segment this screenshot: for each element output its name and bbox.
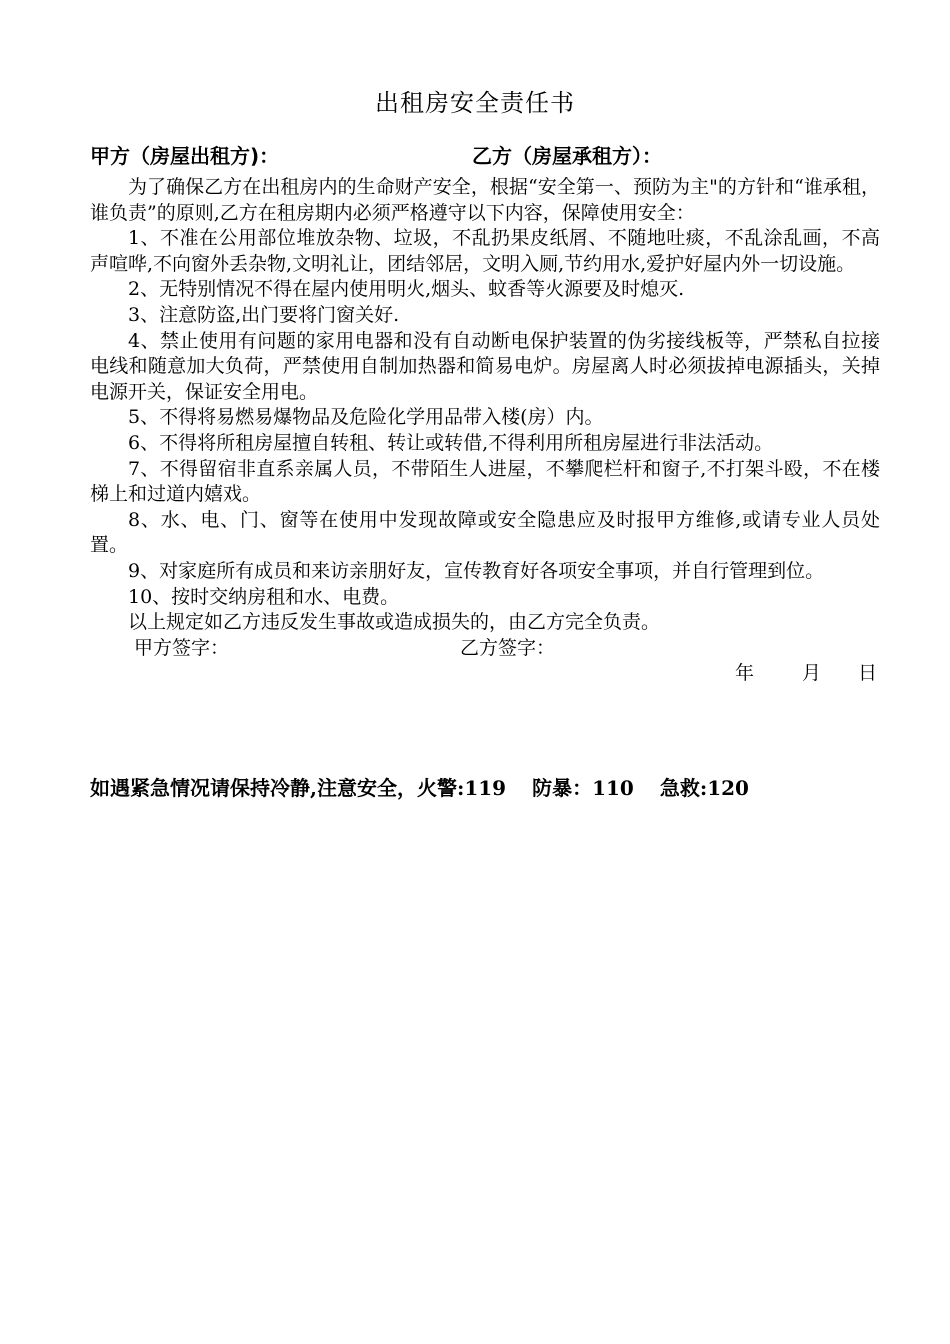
clause-4: 4、禁止使用有问题的家用电器和没有自动断电保护装置的伪劣接线板等，严禁私自拉接电线和随意加大负荷，严禁使用自制加热器和简易电炉。房屋离人时必须拔掉电源插头，关掉电源开关，保证安全用电。 xyxy=(90,329,880,403)
party-b-signature-label: 乙方签字： xyxy=(460,636,556,659)
agreement-body xyxy=(90,175,880,687)
emergency-ambulance: 急救:120 xyxy=(659,776,749,800)
signature-row xyxy=(90,636,880,662)
clause-8: 8、水、电、门、窗等在使用中发现故障或安全隐患应及时报甲方维修,或请专业人员处置。 xyxy=(90,508,880,557)
emergency-fire: 如遇紧急情况请保持冷静,注意安全，火警:119 xyxy=(90,776,507,800)
liability-paragraph: 以上规定如乙方违反发生事故或造成损失的，由乙方完全负责。 xyxy=(128,611,661,634)
clause-3: 3、注意防盗,出门要将门窗关好. xyxy=(128,303,400,326)
document-title: 出租房安全责任书 xyxy=(375,89,575,117)
clause-1: 1、不准在公用部位堆放杂物、垃圾，不乱扔果皮纸屑、不随地吐痰，不乱涂乱画，不高声喧哗,不向窗外丢杂物,文明礼让，团结邻居，文明入厕,节约用水,爱护好屋内外一切设施。 xyxy=(90,227,880,275)
clause-10: 10、按时交纳房租和水、电费。 xyxy=(128,585,400,608)
party-a-label: 甲方（房屋出租方)： xyxy=(90,144,280,168)
intro-paragraph: 为了确保乙方在出租房内的生命财产安全，根据“安全第一、预防为主"的方针和“谁承租，谁负责”的原则,乙方在租房期内必须严格遵守以下内容，保障使用安全： xyxy=(90,176,880,224)
party-a-signature-label: 甲方签字： xyxy=(134,636,230,659)
clause-6: 6、不得将所租房屋擅自转租、转让或转借,不得利用所租房屋进行非法活动。 xyxy=(128,431,774,454)
clause-2: 2、无特别情况不得在屋内使用明火,烟头、蚊香等火源要及时熄灭. xyxy=(128,278,685,301)
parties-line xyxy=(90,140,890,172)
date-row xyxy=(90,661,880,687)
date-month-label: 月 xyxy=(802,662,822,685)
emergency-notice xyxy=(90,774,900,802)
party-b-label: 乙方（房屋承租方）： xyxy=(472,144,662,168)
clause-5: 5、不得将易燃易爆物品及危险化学用品带入楼(房）内。 xyxy=(128,406,604,429)
clause-7: 7、不得留宿非直系亲属人员，不带陌生人进屋，不攀爬栏杆和窗子,不打架斗殴，不在楼梯上和过道内嬉戏。 xyxy=(90,457,880,506)
clause-9: 9、对家庭所有成员和来访亲朋好友，宣传教育好各项安全事项，并自行管理到位。 xyxy=(128,559,825,582)
emergency-riot: 防暴：110 xyxy=(532,776,634,800)
date-year-label: 年 xyxy=(735,662,755,685)
date-day-label: 日 xyxy=(858,662,878,685)
